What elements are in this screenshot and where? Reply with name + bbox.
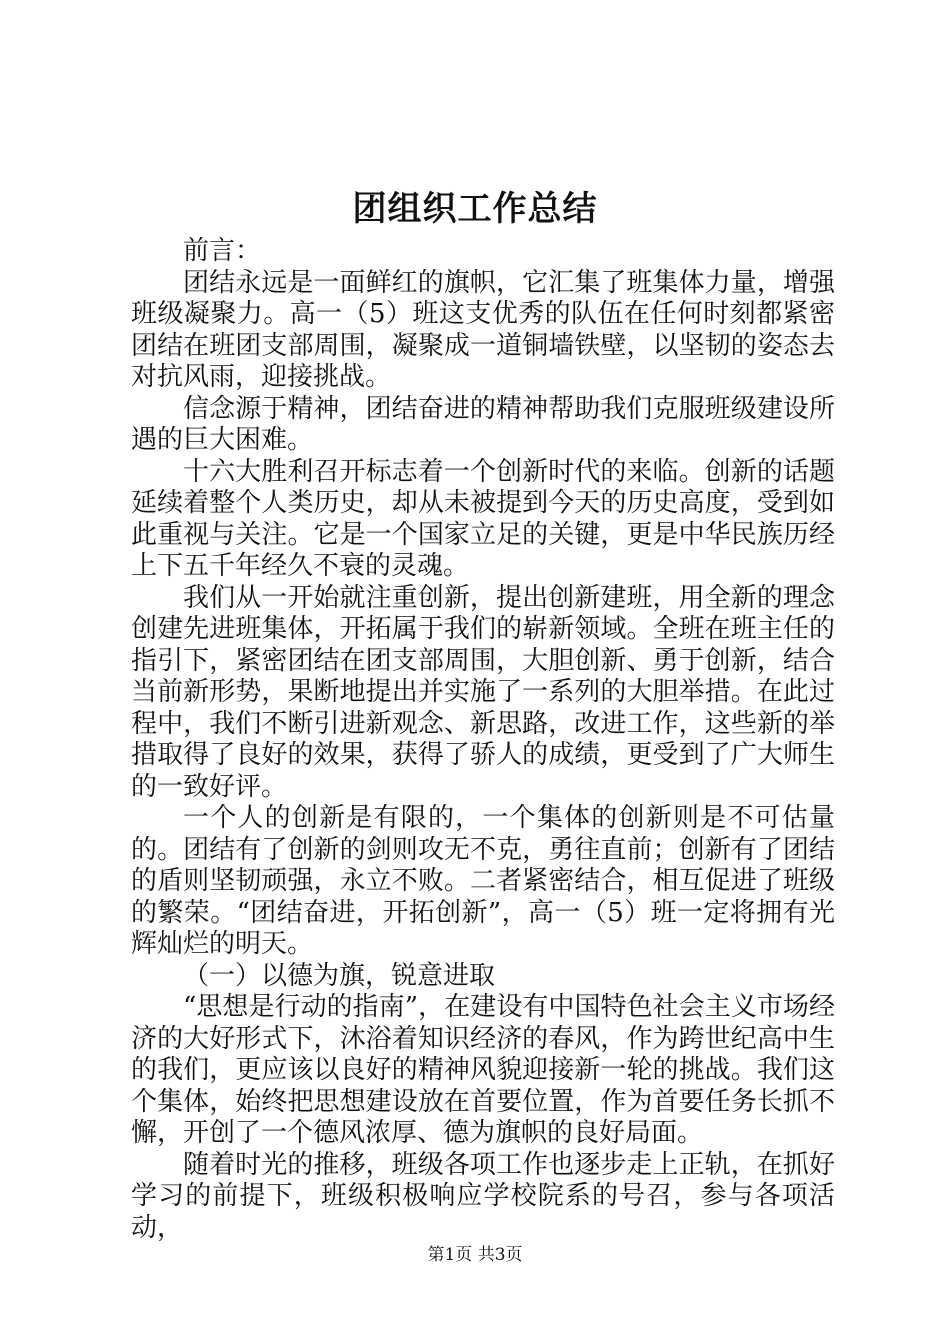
page-footer: 第1页 共3页 [427, 1245, 523, 1265]
paragraph: 我们从一开始就注重创新，提出创新建班，用全新的理念创建先进班集体，开拓属于我们的崭新领域。全班在班主任的指引下，紧密团结在团支部周围，大胆创新、勇于创新，结合当前新形势，果断地提出并实施了一系列的大胆举措。在此过程中，我们不断引进新观念、新思路，改进工作，这些新的举措取得了良好的效果，获得了骄人的成绩，更受到了广大师生的一致好评。 [131, 582, 835, 802]
paragraph: 十六大胜利召开标志着一个创新时代的来临。创新的话题延续着整个人类历史，却从未被提到今天的历史高度，受到如此重视与关注。它是一个国家立足的关键，更是中华民族历经上下五千年经久不衰的灵魂。 [131, 456, 835, 581]
document-body [131, 236, 835, 1244]
paragraph: 信念源于精神，团结奋进的精神帮助我们克服班级建设所遇的巨大困难。 [131, 393, 835, 455]
paragraph-preface-label: 前言： [183, 236, 262, 266]
document-title: 团组织工作总结 [352, 189, 598, 229]
paragraph: 一个人的创新是有限的，一个集体的创新则是不可估量的。团结有了创新的剑则攻无不克，勇往直前；创新有了团结的盾则坚韧顽强，永立不败。二者紧密结合，相互促进了班级的繁荣。“团结奋进，开拓创新”，高一（5）班一定将拥有光辉灿烂的明天。 [131, 803, 835, 959]
paragraph: 团结永远是一面鲜红的旗帜，它汇集了班集体力量，增强班级凝聚力。高一（5）班这支优秀的队伍在任何时刻都紧密团结在班团支部周围，凝聚成一道铜墙铁壁，以坚韧的姿态去对抗风雨，迎接挑战。 [131, 267, 835, 392]
section-heading: （一）以德为旗，锐意进取 [183, 960, 496, 991]
paragraph: 随着时光的推移，班级各项工作也逐步走上正轨，在抓好学习的前提下，班级积极响应学校院系的号召，参与各项活动， [131, 1149, 835, 1243]
paragraph: “思想是行动的指南”，在建设有中国特色社会主义市场经济的大好形式下，沐浴着知识经济的春风，作为跨世纪高中生的我们，更应该以良好的精神风貌迎接新一轮的挑战。我们这个集体，始终把思想建设放在首要位置，作为首要任务长抓不懈，开创了一个德风浓厚、德为旗帜的良好局面。 [131, 992, 835, 1148]
